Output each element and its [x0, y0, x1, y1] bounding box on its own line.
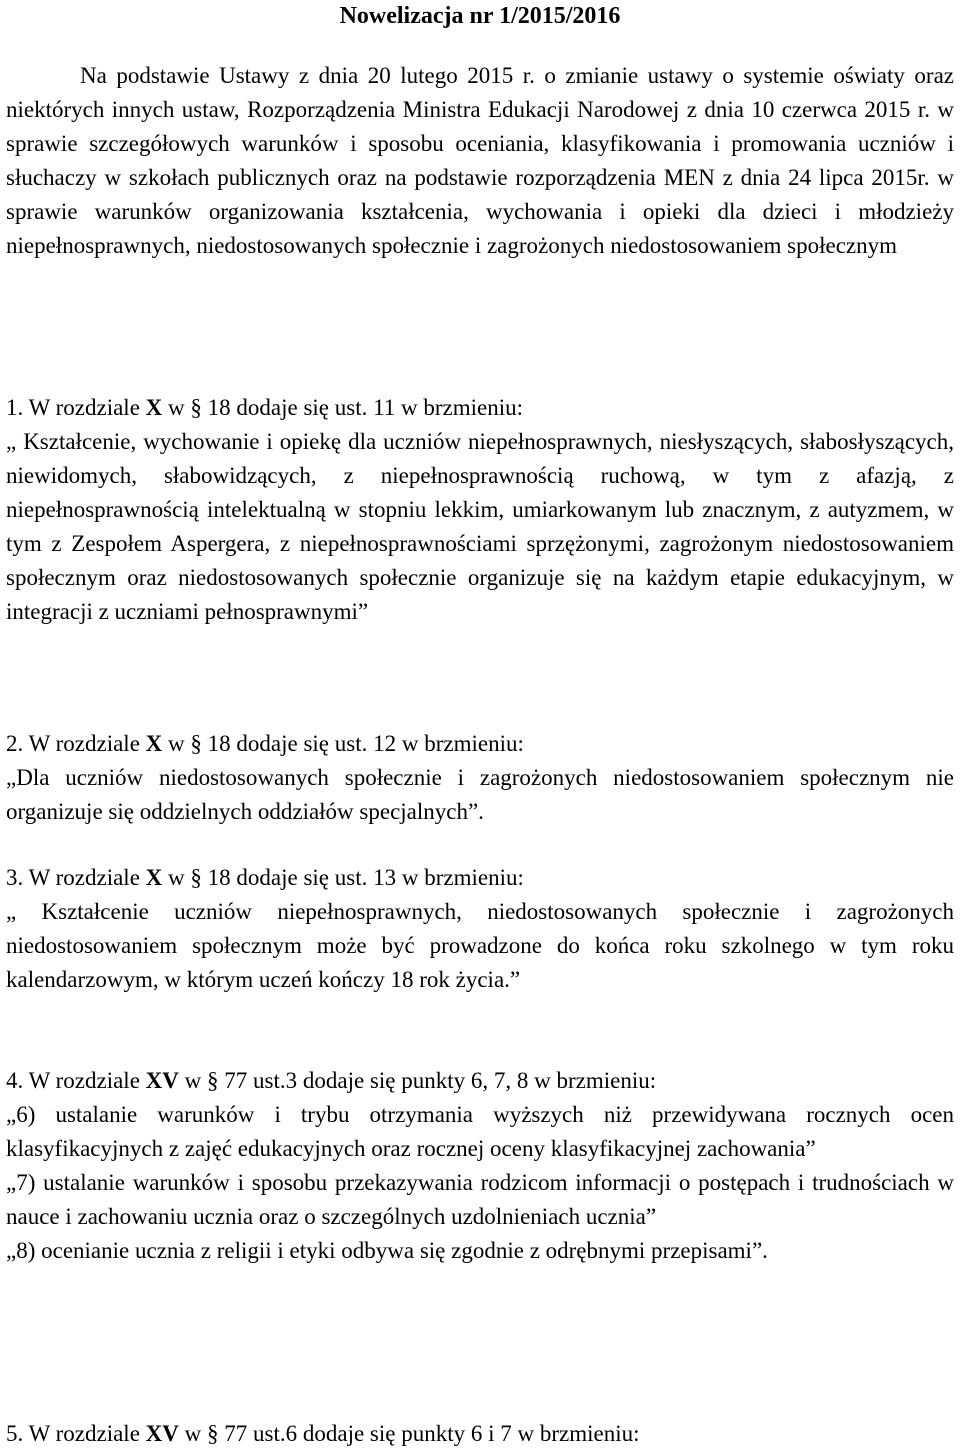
- chapter-number: X: [145, 731, 163, 756]
- section-5: [6, 1417, 954, 1451]
- section-heading-prefix: W rozdziale: [28, 395, 140, 420]
- section-heading-prefix: W rozdziale: [28, 731, 140, 756]
- section-body: „Dla uczniów niedostosowanych społecznie i zagrożonych niedostosowaniem społecznym nie organizuje się oddzielnych oddziałów specjalnych”.: [6, 765, 954, 824]
- point-item: „7) ustalanie warunków i sposobu przekazywania rodzicom informacji o postępach i trudnościach w nauce i zachowaniu ucznia oraz o szczególnych uzdolnieniach ucznia”: [6, 1170, 954, 1229]
- section-heading-prefix: W rozdziale: [28, 1421, 140, 1446]
- section-heading: [6, 727, 954, 761]
- section-heading: [6, 391, 954, 425]
- chapter-number: X: [145, 395, 163, 420]
- section-body: „ Kształcenie, wychowanie i opiekę dla uczniów niepełnosprawnych, niesłyszących, słabosłyszących, niewidomych, słabowidzących, z niepełnosprawnością ruchową, w tym z afazją, z niepełnosprawnością intelektualną w stopniu lekkim, umiarkowanym lub znacznym, z autyzmem, w tym z Zespołem Aspergera, z niepełnosprawnościami sprzężonymi, zagrożonym niedostosowaniem społecznym oraz niedostosowanych społecznie organizuje się na każdym etapie edukacyjnym, w integracji z uczniami pełnosprawnymi”: [6, 429, 954, 624]
- section-heading: [6, 861, 954, 895]
- section-heading: [6, 1417, 954, 1451]
- section-heading-prefix: W rozdziale: [28, 1068, 140, 1093]
- document-title: Nowelizacja nr 1/2015/2016: [339, 3, 621, 29]
- section-number: 5.: [6, 1421, 24, 1446]
- point-item: „8) ocenianie ucznia z religii i etyki odbywa się zgodnie z odrębnymi przepisami”.: [6, 1238, 768, 1263]
- section-heading-suffix: w § 18 dodaje się ust. 13 w brzmieniu:: [168, 865, 524, 890]
- section-body: „ Kształcenie uczniów niepełnosprawnych, niedostosowanych społecznie i zagrożonych niedostosowaniem społecznym może być prowadzone do końca roku szkolnego w tym roku kalendarzowym, w którym uczeń kończy 18 rok życia.”: [6, 899, 954, 992]
- chapter-number: X: [145, 865, 163, 890]
- section-3: [6, 861, 954, 997]
- section-heading-prefix: W rozdziale: [28, 865, 140, 890]
- section-heading: [6, 1064, 954, 1098]
- section-heading-suffix: w § 77 ust.6 dodaje się punkty 6 i 7 w brzmieniu:: [184, 1421, 640, 1446]
- chapter-number: XV: [145, 1421, 179, 1446]
- section-heading-suffix: w § 77 ust.3 dodaje się punkty 6, 7, 8 w brzmieniu:: [184, 1068, 657, 1093]
- section-number: 4.: [6, 1068, 24, 1093]
- section-1: [6, 391, 954, 629]
- section-2: [6, 727, 954, 829]
- section-number: 3.: [6, 865, 24, 890]
- intro-paragraph: Na podstawie Ustawy z dnia 20 lutego 2015 r. o zmianie ustawy o systemie oświaty oraz niektórych innych ustaw, Rozporządzenia Ministra Edukacji Narodowej z dnia 10 czerwca 2015 r. w sprawie szczegółowych warunków i sposobu oceniania, klasyfikowania i promowania uczniów i słuchaczy w szkołach publicznych oraz na podstawie rozporządzenia MEN z dnia 24 lipca 2015r. w sprawie warunków organizowania kształcenia, wychowania i opieki dla dzieci i młodzieży niepełnosprawnych, niedostosowanych społecznie i zagrożonych niedostosowaniem społecznym: [6, 63, 954, 258]
- section-heading-suffix: w § 18 dodaje się ust. 12 w brzmieniu:: [168, 731, 524, 756]
- chapter-number: XV: [145, 1068, 179, 1093]
- intro-paragraph-block: [6, 59, 954, 263]
- section-number: 2.: [6, 731, 24, 756]
- section-4: [6, 1064, 954, 1268]
- section-heading-suffix: w § 18 dodaje się ust. 11 w brzmieniu:: [168, 395, 523, 420]
- section-number: 1.: [6, 395, 24, 420]
- point-item: „6) ustalanie warunków i trybu otrzymania wyższych niż przewidywana rocznych ocen klasyfikacyjnych z zajęć edukacyjnych oraz rocznej oceny klasyfikacyjnej zachowania”: [6, 1102, 954, 1161]
